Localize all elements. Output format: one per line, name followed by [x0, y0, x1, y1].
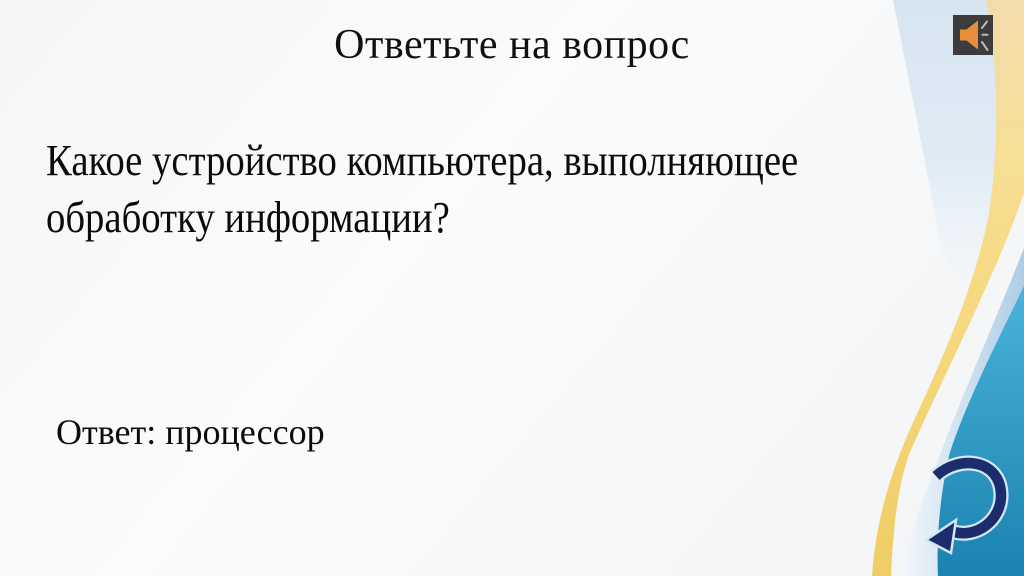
- sound-button[interactable]: [953, 15, 993, 55]
- back-button[interactable]: [922, 452, 1010, 562]
- speaker-icon: [953, 15, 993, 55]
- return-arrow-icon: [922, 452, 1010, 562]
- question-line-2: обработку информации?: [46, 193, 450, 242]
- answer-text: Ответ: процессор: [56, 412, 325, 452]
- question-text: [46, 132, 798, 246]
- slide-title: Ответьте на вопрос: [334, 22, 690, 68]
- question-line-1: Какое устройство компьютера, выполняющее: [46, 136, 799, 185]
